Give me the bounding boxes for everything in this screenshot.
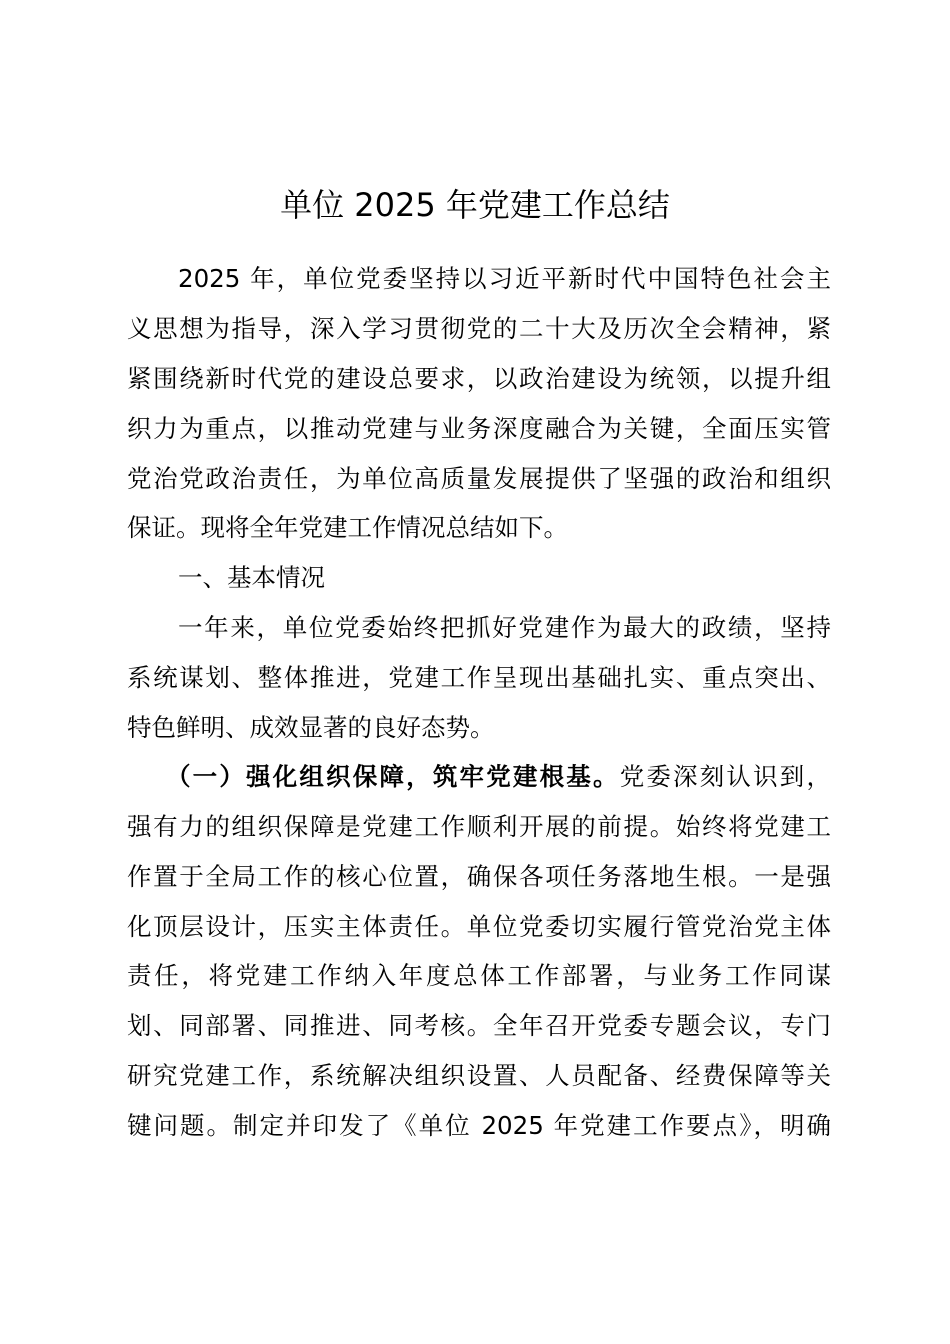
- paragraph-line: 化顶层设计，压实主体责任。单位党委切实履行管党治党主体: [127, 912, 831, 941]
- paragraph-line: 责任，将党建工作纳入年度总体工作部署，与业务工作同谋: [127, 961, 831, 990]
- paragraph-line: 紧围绕新时代党的建设总要求，以政治建设为统领，以提升组: [127, 364, 831, 393]
- subsection-first-line: [166, 760, 831, 794]
- paragraph-line: 键问题。制定并印发了《单位 2025 年党建工作要点》，明确: [127, 1111, 831, 1140]
- document-title: 单位 2025 年党建工作总结: [280, 186, 670, 224]
- paragraph-line: 保证。现将全年党建工作情况总结如下。: [127, 513, 568, 542]
- paragraph-line: 研究党建工作，系统解决组织设置、人员配备、经费保障等关: [127, 1061, 831, 1090]
- paragraph-line: 作置于全局工作的核心位置，确保各项任务落地生根。一是强: [127, 862, 831, 891]
- paragraph-line: 一年来，单位党委始终把抓好党建作为最大的政绩，坚持: [178, 613, 831, 642]
- paragraph-line: 织力为重点，以推动党建与业务深度融合为关键，全面压实管: [127, 414, 831, 443]
- paragraph-line: 2025 年，单位党委坚持以习近平新时代中国特色社会主: [178, 264, 831, 293]
- paragraph-line: 义思想为指导，深入学习贯彻党的二十大及历次全会精神，紧: [127, 314, 831, 343]
- paragraph-line: 党治党政治责任，为单位高质量发展提供了坚强的政治和组织: [127, 464, 831, 493]
- section-heading: 一、基本情况: [178, 563, 325, 592]
- paragraph-line: 特色鲜明、成效显著的良好态势。: [127, 713, 495, 742]
- paragraph-line: 强有力的组织保障是党建工作顺利开展的前提。始终将党建工: [127, 812, 831, 841]
- subsection-heading: （一）强化组织保障，筑牢党建根基。: [166, 762, 620, 791]
- subsection-text: 党委深刻认识到，: [619, 762, 831, 791]
- paragraph-line: 划、同部署、同推进、同考核。全年召开党委专题会议，专门: [127, 1011, 831, 1040]
- paragraph-line: 系统谋划、整体推进，党建工作呈现出基础扎实、重点突出、: [127, 663, 831, 692]
